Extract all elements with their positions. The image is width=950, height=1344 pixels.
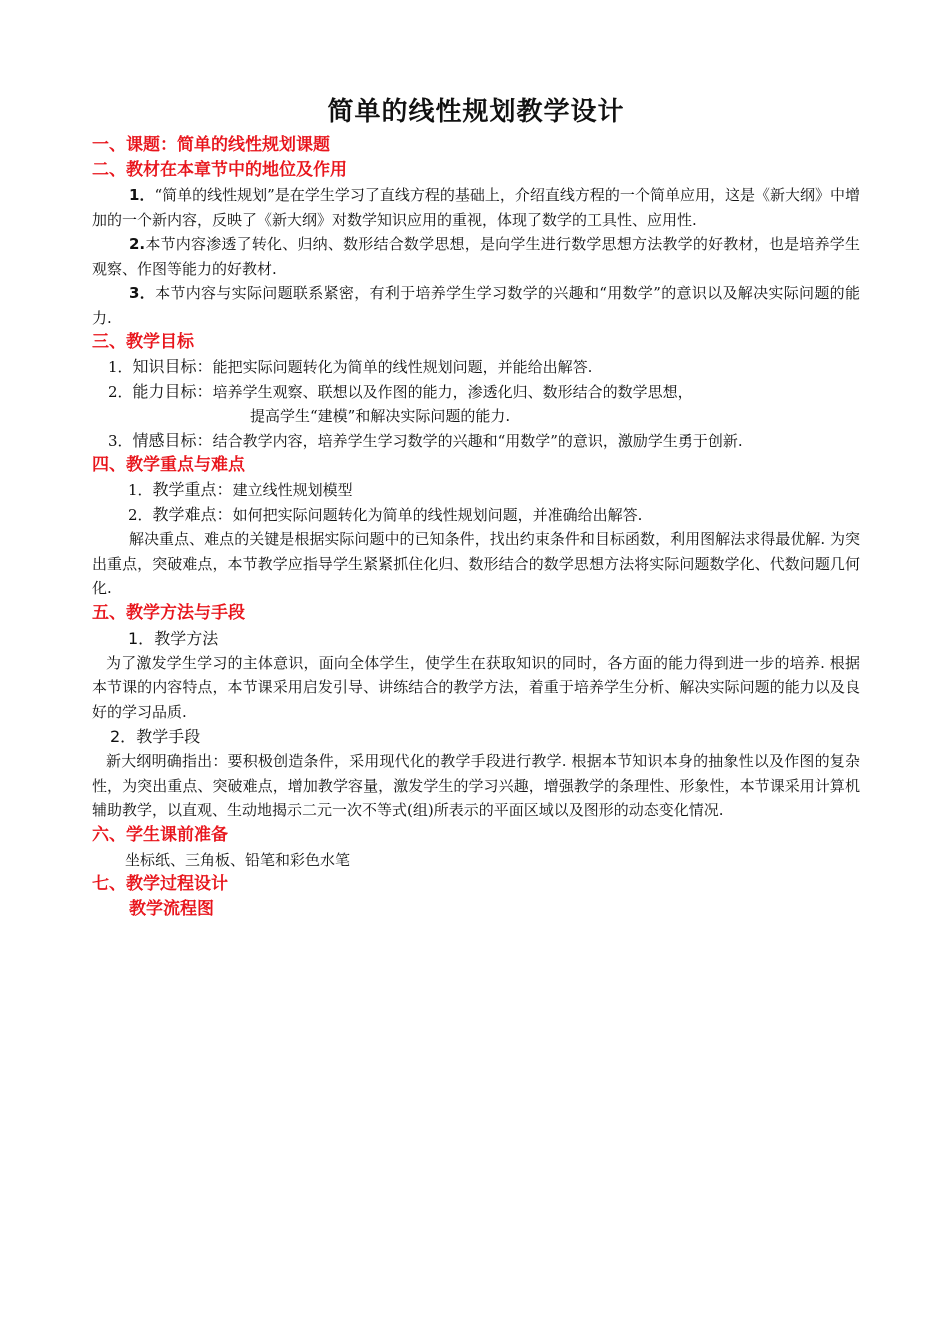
item-label: 知识目标： [132, 357, 213, 376]
means-paragraph: 新大纲明确指出：要积极创造条件，采用现代化的教学手段进行教学. 根据本节知识本身的抽象性以及作图的复杂性，为突出重点、突破难点，增加教学容量，激发学生的学习兴趣，增强教学的条理性、形象性，本节课采用计算机辅助教学，以直观、生动地揭示二元一次不等式(组)所表示的平面区域以及图形的动态变化情况. [92, 752, 860, 819]
item-text: 能把实际问题转化为简单的线性规划问题，并能给出解答. [212, 358, 593, 376]
item-number: 2． [108, 382, 133, 401]
section-2-paragraph-2 [92, 232, 860, 281]
method-paragraph: 为了激发学生学习的主体意识，面向全体学生，使学生在获取知识的同时，各方面的能力得到进一步的培养. 根据本节课的内容特点，本节课采用启发引导、讲练结合的教学方法，着重于培养学生分析、解决实际问题的能力以及良好的学习品质. [92, 653, 860, 721]
item-label: 教学方法 [154, 628, 219, 648]
section-4-paragraph: 解决重点、难点的关键是根据实际问题中的已知条件，找出约束条件和目标函数，利用图解法求得最优解. 为突出重点，突破难点，本节教学应指导学生紧紧抓住化归、数形结合的数学思想方法将实际问题数学化、代数问题几何化. [92, 530, 860, 597]
goal-emotion [92, 429, 860, 454]
difficult-point [92, 503, 860, 528]
paragraph-number: 3． [129, 284, 156, 302]
preparation-text: 坐标纸、三角板、铅笔和彩色水笔 [125, 850, 351, 869]
item-number: 2． [128, 505, 153, 524]
item-number: 1． [108, 358, 133, 376]
item-label: 教学重点： [152, 480, 233, 499]
item-label: 教学难点： [152, 504, 233, 524]
item-number: 3． [108, 431, 133, 450]
paragraph-number: 2. [129, 235, 146, 253]
paragraph-number: 1． [129, 186, 155, 204]
section-2-paragraph-3 [92, 281, 860, 330]
item-number: 1． [128, 628, 155, 648]
flowchart-subheading: 教学流程图 [129, 899, 214, 919]
section-2-heading: 二、教材在本章节中的地位及作用 [92, 160, 347, 180]
item-number: 2． [110, 727, 137, 746]
item-label: 教学手段 [136, 727, 201, 746]
section-7-heading: 七、教学过程设计 [92, 874, 228, 894]
document-title: 简单的线性规划教学设计 [327, 97, 625, 127]
means-subheading [92, 724, 860, 749]
section-1-heading: 一、课题：简单的线性规划课题 [92, 135, 330, 155]
item-label: 能力目标： [132, 381, 213, 401]
section-2-paragraph-1 [92, 183, 860, 232]
section-3-heading: 三、教学目标 [92, 332, 194, 352]
method-subheading [92, 626, 860, 651]
section-4-heading: 四、教学重点与难点 [92, 455, 245, 475]
item-text: 结合教学内容，培养学生学习数学的兴趣和“用数学”的意识，激励学生勇于创新. [212, 431, 743, 450]
paragraph-text: 本节内容与实际问题联系紧密，有利于培养学生学习数学的兴趣和“用数学”的意识以及解决实际问题的能力. [92, 284, 861, 327]
paragraph-text: 本节内容渗透了转化、归纳、数形结合数学思想，是向学生进行数学思想方法教学的好教材，也是培养学生观察、作图等能力的好教材. [92, 235, 860, 278]
goal-ability [92, 380, 860, 405]
key-point [92, 478, 860, 503]
item-text: 如何把实际问题转化为简单的线性规划问题，并准确给出解答. [232, 505, 643, 524]
goal-ability-continued: 提高学生“建模”和解决实际问题的能力. [250, 407, 511, 425]
goal-knowledge [92, 355, 860, 380]
section-6-heading: 六、学生课前准备 [92, 824, 228, 845]
item-number: 1． [128, 481, 153, 499]
document-page [92, 92, 860, 922]
paragraph-text: “简单的线性规划”是在学生学习了直线方程的基础上，介绍直线方程的一个简单应用，这是《新大纲》中增加的一个新内容，反映了《新大纲》对数学知识应用的重视，体现了数学的工具性、应用性. [92, 186, 861, 229]
section-5-heading: 五、教学方法与手段 [92, 602, 245, 623]
item-text: 培养学生观察、联想以及作图的能力，渗透化归、数形结合的数学思想， [212, 382, 693, 401]
item-text: 建立线性规划模型 [232, 481, 353, 499]
item-label: 情感目标： [132, 430, 213, 450]
